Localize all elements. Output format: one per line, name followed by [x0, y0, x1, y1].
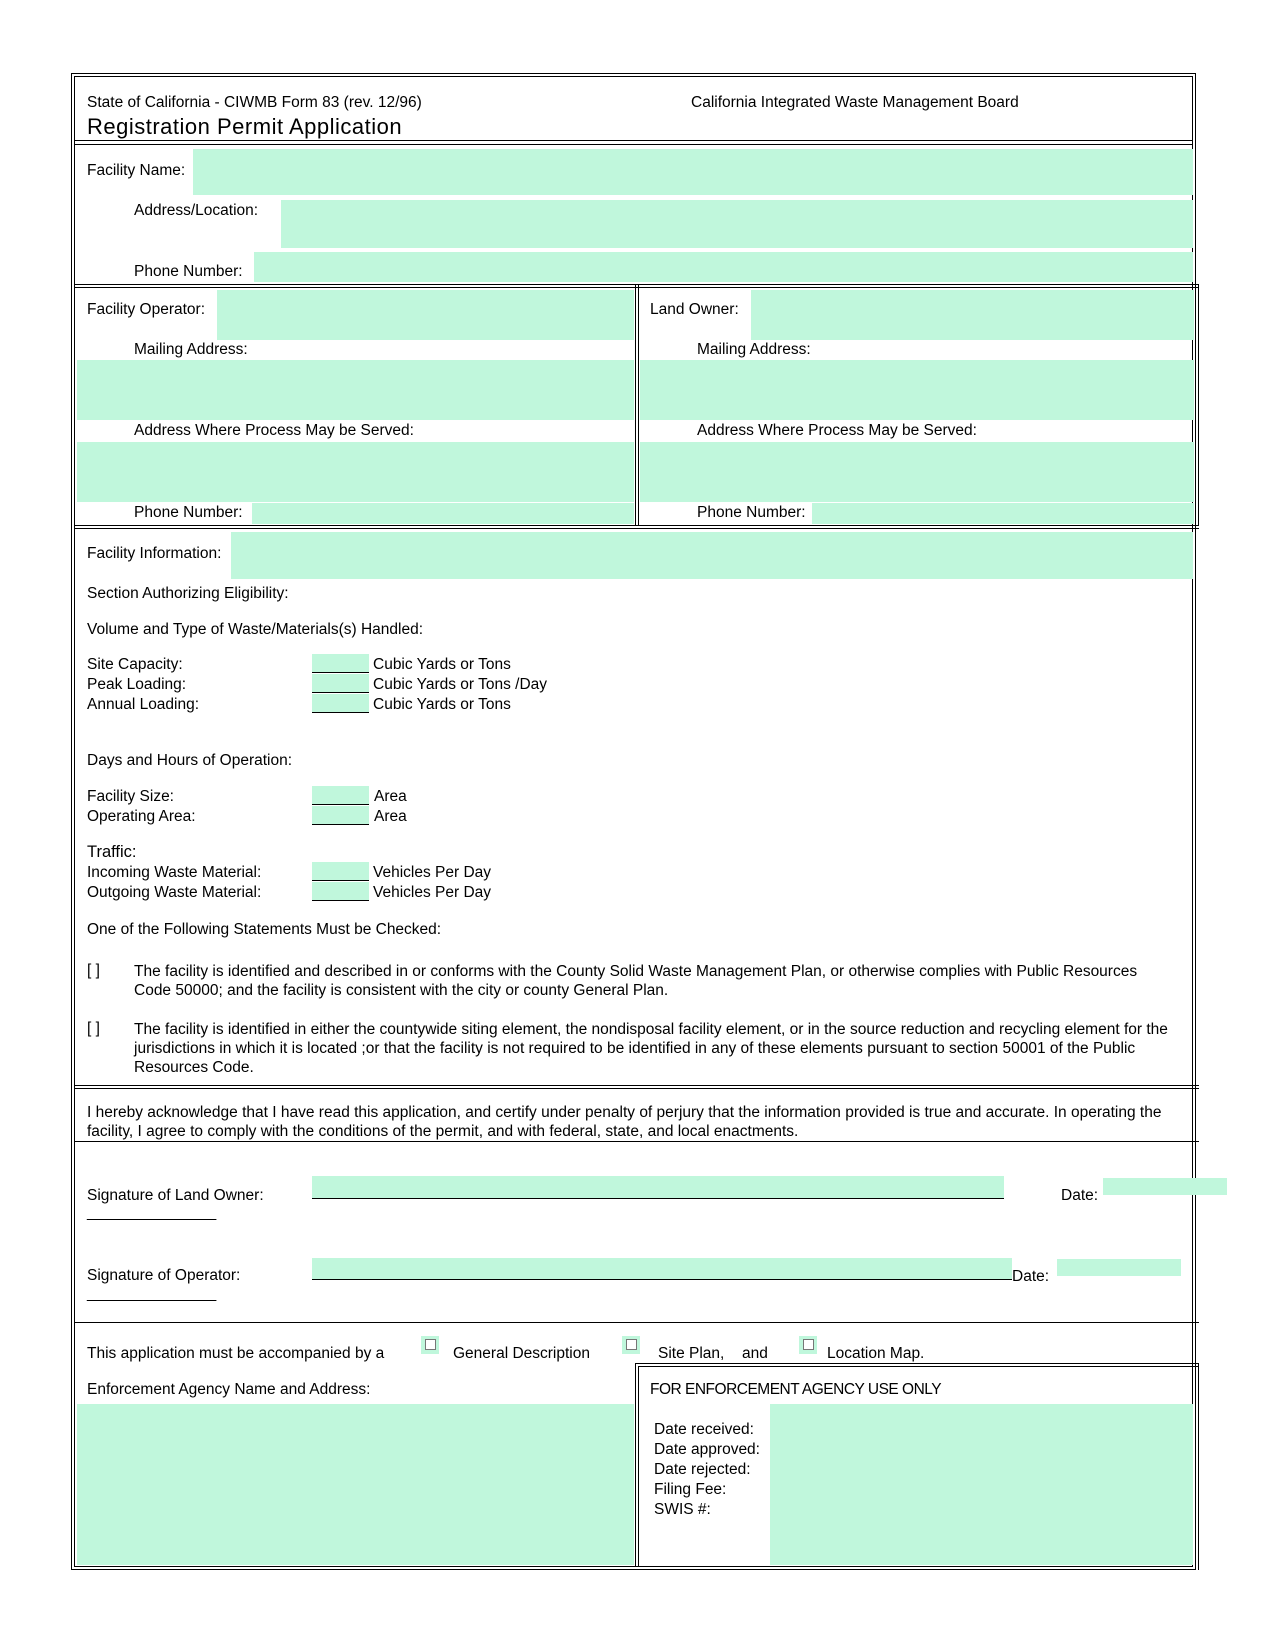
right-border — [1195, 1363, 1196, 1567]
divider — [74, 287, 1199, 288]
column-divider — [635, 285, 636, 525]
operating-area-label: Operating Area: — [87, 808, 196, 825]
statement1-text: The facility is identified and described in or conforms with the County Solid Waste Management Plan, or otherwise complies with Public Resources Code 50000; and the facility is consistent with the city or county General Plan. — [134, 963, 1138, 999]
sig-owner-blank: _______________ — [87, 1204, 217, 1221]
divider — [74, 140, 1193, 141]
operator-mailing-label: Mailing Address: — [134, 341, 248, 358]
site-plan-checkbox[interactable] — [622, 1336, 640, 1354]
owner-field[interactable] — [751, 290, 1194, 340]
enforcement-name-label: Enforcement Agency Name and Address: — [87, 1381, 371, 1398]
statement1-checkbox[interactable]: [ ] — [87, 962, 100, 979]
divider — [74, 1141, 1199, 1142]
operator-mailing-field[interactable] — [77, 360, 634, 420]
site-capacity-label: Site Capacity: — [87, 656, 183, 673]
swis-label: SWIS #: — [654, 1501, 711, 1518]
annual-loading-field[interactable] — [312, 694, 369, 712]
date-received-label: Date received: — [654, 1421, 754, 1438]
operator-phone-field[interactable] — [252, 503, 634, 524]
location-map-checkbox[interactable] — [799, 1336, 817, 1354]
operating-area-field[interactable] — [312, 806, 369, 824]
peak-loading-unit: Cubic Yards or Tons /Day — [373, 676, 548, 693]
facility-size-unit: Area — [374, 788, 407, 805]
operator-phone-label: Phone Number: — [134, 504, 243, 521]
location-map-label: Location Map. — [827, 1345, 925, 1362]
enforcement-use-only: FOR ENFORCEMENT AGENCY USE ONLY — [650, 1381, 942, 1398]
outgoing-waste-field[interactable] — [312, 882, 369, 900]
divider — [74, 525, 1199, 526]
site-capacity-unit: Cubic Yards or Tons — [373, 656, 511, 673]
and-label: and — [742, 1345, 768, 1362]
agency-name: California Integrated Waste Management Board — [691, 94, 1019, 111]
divider — [74, 284, 1199, 285]
general-description-checkbox[interactable] — [421, 1336, 439, 1354]
divider — [74, 144, 1193, 145]
column-divider — [638, 285, 639, 525]
enforcement-name-field[interactable] — [77, 1404, 634, 1565]
traffic-label: Traffic: — [87, 843, 137, 861]
accompany-prefix: This application must be accompanied by a — [87, 1345, 385, 1362]
facility-size-field[interactable] — [312, 786, 369, 804]
certify-text: I hereby acknowledge that I have read this application, and certify under penalty of perjury that the information provided is true and accurate. In operating the facility, I agree to comply with the conditions of the permit, and with federal, state, and local enactments. — [87, 1104, 1162, 1140]
peak-loading-underline — [312, 692, 369, 693]
days-hours-label: Days and Hours of Operation: — [87, 752, 293, 769]
outgoing-waste-label: Outgoing Waste Material: — [87, 884, 262, 901]
operating-area-underline — [312, 824, 369, 825]
outgoing-waste-unit: Vehicles Per Day — [373, 884, 492, 901]
divider — [638, 1366, 1199, 1367]
incoming-waste-label: Incoming Waste Material: — [87, 864, 262, 881]
owner-label: Land Owner: — [650, 301, 739, 318]
facility-info-field[interactable] — [231, 532, 1193, 579]
page-title: Registration Permit Application — [87, 114, 403, 139]
divider — [635, 1363, 1199, 1364]
owner-mailing-field[interactable] — [640, 360, 1194, 420]
facility-phone-label: Phone Number: — [134, 263, 243, 280]
outgoing-waste-underline — [312, 900, 369, 901]
peak-loading-field[interactable] — [312, 674, 369, 692]
statement2-checkbox[interactable]: [ ] — [87, 1020, 100, 1037]
incoming-waste-unit: Vehicles Per Day — [373, 864, 492, 881]
owner-phone-field[interactable] — [812, 503, 1194, 524]
volume-label: Volume and Type of Waste/Materials(s) Handled: — [87, 621, 423, 638]
right-border — [1198, 1363, 1199, 1570]
owner-process-label: Address Where Process May be Served: — [697, 422, 977, 439]
site-plan-label: Site Plan, — [658, 1345, 725, 1362]
operator-field[interactable] — [217, 290, 634, 340]
general-description-label: General Description — [453, 1345, 590, 1362]
divider — [74, 528, 1199, 529]
sig-operator-label: Signature of Operator: — [87, 1267, 241, 1284]
facility-name-label: Facility Name: — [87, 162, 186, 179]
filing-fee-label: Filing Fee: — [654, 1481, 727, 1498]
sig-owner-date-label: Date: — [1061, 1187, 1099, 1204]
date-rejected-label: Date rejected: — [654, 1461, 751, 1478]
sig-owner-label: Signature of Land Owner: — [87, 1187, 264, 1204]
operator-process-field[interactable] — [77, 442, 634, 502]
sig-owner-date-field[interactable] — [1103, 1178, 1227, 1195]
operator-label: Facility Operator: — [87, 301, 206, 318]
column-divider — [638, 1366, 639, 1567]
owner-mailing-label: Mailing Address: — [697, 341, 811, 358]
statement2-text: The facility is identified in either the countywide siting element, the nondisposal facility element, or in the source reduction and recycling element for the jurisdictions in which it is located ;or that the facility is not required to be identified in any of these elements pursuant to section 50001 of the Public Resources Code. — [134, 1021, 1168, 1076]
annual-loading-label: Annual Loading: — [87, 696, 200, 713]
annual-loading-unit: Cubic Yards or Tons — [373, 696, 511, 713]
section-eligibility-label: Section Authorizing Eligibility: — [87, 585, 289, 602]
sig-operator-date-field[interactable] — [1057, 1259, 1181, 1276]
facility-size-label: Facility Size: — [87, 788, 174, 805]
facility-address-field[interactable] — [281, 200, 1193, 248]
statements-label: One of the Following Statements Must be Checked: — [87, 921, 442, 938]
sig-operator-field[interactable] — [312, 1258, 1012, 1279]
incoming-waste-underline — [312, 880, 369, 881]
right-border — [1195, 285, 1196, 525]
divider — [74, 1322, 1199, 1323]
peak-loading-label: Peak Loading: — [87, 676, 187, 693]
divider — [74, 1088, 1199, 1089]
annual-loading-underline — [312, 712, 369, 713]
facility-info-label: Facility Information: — [87, 545, 222, 562]
column-divider — [635, 1363, 636, 1567]
divider — [74, 1085, 1199, 1086]
sig-operator-date-label: Date: — [1012, 1268, 1050, 1285]
facility-address-label: Address/Location: — [134, 202, 259, 219]
form-id: State of California - CIWMB Form 83 (rev. 12/96) — [87, 94, 422, 111]
right-border — [1198, 285, 1199, 525]
incoming-waste-field[interactable] — [312, 862, 369, 880]
facility-name-field[interactable] — [193, 149, 1193, 195]
sig-operator-underline — [312, 1279, 1012, 1280]
operating-area-unit: Area — [374, 808, 407, 825]
enforcement-use-field[interactable] — [770, 1404, 1193, 1565]
site-capacity-field[interactable] — [312, 654, 369, 672]
operator-process-label: Address Where Process May be Served: — [134, 422, 414, 439]
sig-owner-underline — [312, 1198, 1004, 1199]
date-approved-label: Date approved: — [654, 1441, 760, 1458]
facility-size-underline — [312, 804, 369, 805]
facility-phone-field[interactable] — [254, 252, 1193, 282]
sig-owner-field[interactable] — [312, 1176, 1004, 1198]
sig-operator-blank: _______________ — [87, 1285, 217, 1302]
owner-process-field[interactable] — [640, 442, 1194, 502]
site-capacity-underline — [312, 672, 369, 673]
owner-phone-label: Phone Number: — [697, 504, 806, 521]
